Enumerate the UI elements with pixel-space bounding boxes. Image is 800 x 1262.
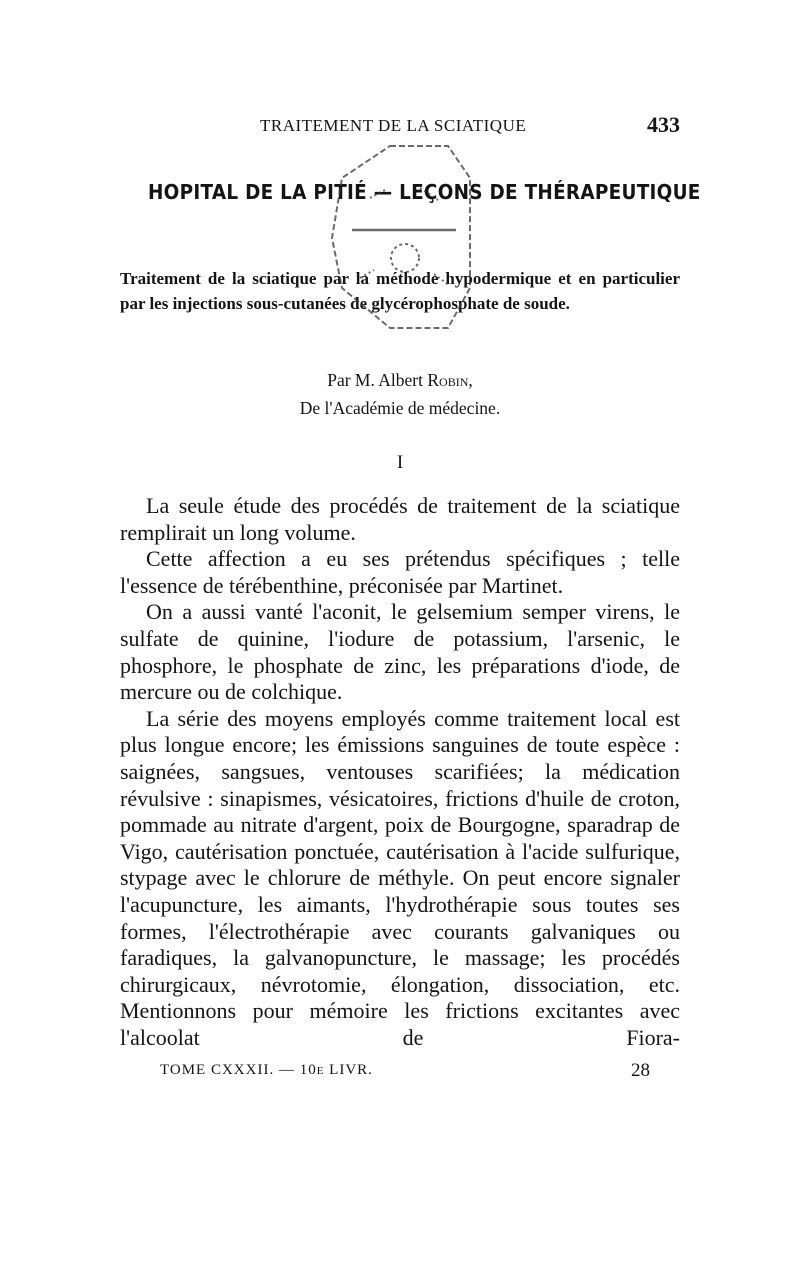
paragraph: On a aussi vanté l'aconit, le gelsemium semper virens, le sulfate de quinine, l'iodure de potassium, l'arsenic, le phosphore, le phosphate de zinc, les préparations d'iode, de mercure ou de colchique. <box>120 599 680 705</box>
running-title: TRAITEMENT DE LA SCIATIQUE <box>260 116 527 135</box>
paragraph: La série des moyens employés comme traitement local est plus longue encore; les émissions sanguines de toute espèce : saignées, sangsues, ventouses scarifiées; la médication révulsive : sinapismes, vésicatoires, frictions d'huile de croton, pommade au nitrate d'argent, poix de Bourgogne, sparadrap de Vigo, cautérisation ponctuée, cautérisation à l'acide sulfurique, stypage avec le chlorure de méthyle. On peut encore signaler l'acupuncture, les aimants, l'hydrothérapie sous toutes ses formes, l'électrothérapie avec courants galvaniques ou faradiques, la galvanopuncture, le massage; les procédés chirurgicaux, névrotomie, élongation, dissociation, etc. Mentionnons pour mémoire les frictions excitantes avec l'alcoolat de Fiora- <box>120 705 680 1050</box>
library-stamp-icon <box>330 138 480 348</box>
footer <box>160 1062 650 1084</box>
article-title: Traitement de la sciatique par la méthode hypodermique et en particulier par les injections sous-cutanées de glycérophosphate de soude. <box>120 269 680 313</box>
footer-volume: TOME CXXXII. — 10e LIVR. <box>160 1062 373 1078</box>
paragraph: La seule étude des procédés de traitement de la sciatique remplirait un long volume. <box>120 493 680 545</box>
author-block <box>120 366 680 422</box>
section-numeral: I <box>396 452 404 473</box>
author-prefix: Par M. Albert <box>327 370 428 390</box>
institution-line: HOPITAL DE LA PITIÉ — LEÇONS DE THÉRAPEUTIQUE <box>148 180 701 204</box>
footer-signature: 28 <box>631 1060 650 1081</box>
paragraph: Cette affection a eu ses prétendus spécifiques ; telle l'essence de térébenthine, préconisée par Martinet. <box>120 546 680 598</box>
body-text <box>120 493 680 1051</box>
running-head <box>120 112 680 140</box>
author-affiliation: De l'Académie de médecine. <box>299 398 501 418</box>
author-surname: Robin, <box>427 370 473 390</box>
author-line <box>120 366 680 394</box>
page-number: 433 <box>647 112 680 137</box>
